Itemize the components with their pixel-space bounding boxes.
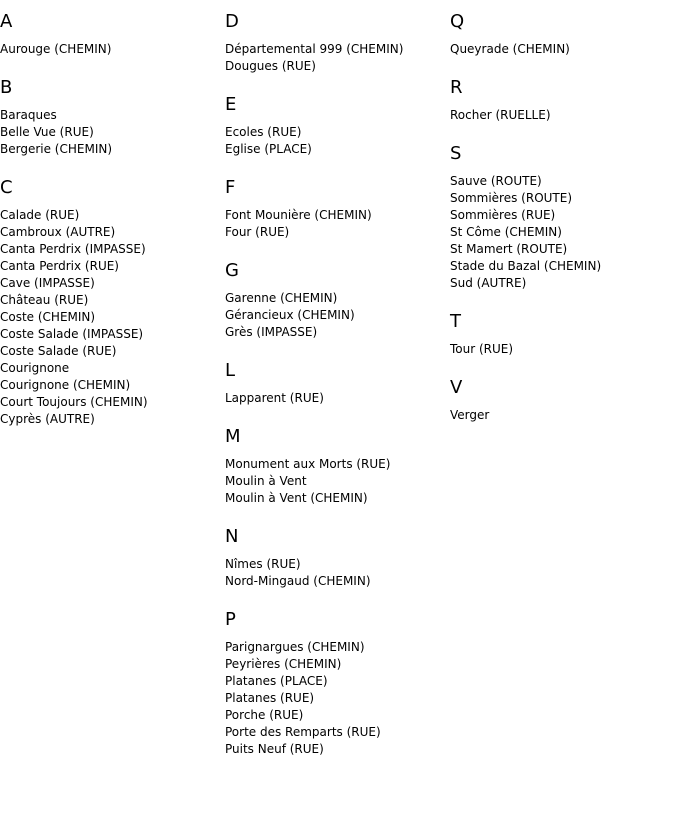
street-link[interactable]: Coste (CHEMIN) (0, 310, 96, 324)
street-list (225, 639, 450, 758)
section-spacer (450, 358, 675, 377)
street-list (450, 407, 675, 424)
letter-section (225, 360, 450, 407)
street-link[interactable]: Moulin à Vent (CHEMIN) (225, 491, 368, 505)
street-link[interactable]: Peyrières (CHEMIN) (225, 657, 342, 671)
street-link[interactable]: Dougues (RUE) (225, 59, 316, 73)
index-column (0, 11, 225, 428)
street-link[interactable]: Sommières (ROUTE) (450, 191, 573, 205)
street-list (225, 390, 450, 407)
street-link[interactable]: Verger (450, 408, 490, 422)
letter-section (450, 311, 675, 358)
street-list (450, 107, 675, 124)
street-link[interactable]: Monument aux Morts (RUE) (225, 457, 391, 471)
street-list (225, 207, 450, 241)
section-spacer (225, 590, 450, 609)
letter-section (225, 177, 450, 241)
index-column (450, 11, 675, 424)
street-link[interactable]: Nord-Mingaud (CHEMIN) (225, 574, 371, 588)
section-spacer (0, 158, 225, 177)
street-link[interactable]: Cambroux (AUTRE) (0, 225, 116, 239)
section-spacer (450, 292, 675, 311)
letter-section (450, 77, 675, 124)
letter-section (0, 11, 225, 58)
letter-heading: R (450, 77, 463, 98)
street-link[interactable]: St Mamert (ROUTE) (450, 242, 568, 256)
letter-section (225, 526, 450, 590)
letter-heading: B (0, 77, 13, 98)
street-list (0, 41, 225, 58)
letter-heading: A (0, 11, 13, 32)
letter-section (225, 609, 450, 758)
street-link[interactable]: Sommières (RUE) (450, 208, 556, 222)
street-link[interactable]: Coste Salade (RUE) (0, 344, 117, 358)
letter-section (0, 77, 225, 158)
street-link[interactable]: Courignone (CHEMIN) (0, 378, 131, 392)
street-list (225, 556, 450, 590)
section-spacer (225, 341, 450, 360)
street-link[interactable]: Grès (IMPASSE) (225, 325, 318, 339)
street-link[interactable]: Cyprès (AUTRE) (0, 412, 95, 426)
street-link[interactable]: Baraques (0, 108, 57, 122)
letter-heading: G (225, 260, 239, 281)
street-link[interactable]: Lapparent (RUE) (225, 391, 324, 405)
section-spacer (225, 158, 450, 177)
street-link[interactable]: Porte des Remparts (RUE) (225, 725, 381, 739)
street-link[interactable]: Moulin à Vent (225, 474, 307, 488)
street-link[interactable]: Rocher (RUELLE) (450, 108, 551, 122)
street-link[interactable]: Garenne (CHEMIN) (225, 291, 338, 305)
street-link[interactable]: Sauve (ROUTE) (450, 174, 542, 188)
section-spacer (0, 58, 225, 77)
street-link[interactable]: Canta Perdrix (RUE) (0, 259, 119, 273)
street-link[interactable]: Calade (RUE) (0, 208, 80, 222)
street-link[interactable]: Coste Salade (IMPASSE) (0, 327, 144, 341)
letter-section (225, 260, 450, 341)
street-link[interactable]: Parignargues (CHEMIN) (225, 640, 365, 654)
street-list (225, 124, 450, 158)
letter-heading: D (225, 11, 239, 32)
street-link[interactable]: Sud (AUTRE) (450, 276, 527, 290)
section-spacer (450, 58, 675, 77)
letter-section (225, 11, 450, 75)
letter-heading: T (450, 311, 461, 332)
letter-section (450, 377, 675, 424)
letter-heading: M (225, 426, 241, 447)
letter-section (0, 177, 225, 428)
street-link[interactable]: Font Mounière (CHEMIN) (225, 208, 372, 222)
street-link[interactable]: Porche (RUE) (225, 708, 304, 722)
street-link[interactable]: Gérancieux (CHEMIN) (225, 308, 355, 322)
letter-heading: F (225, 177, 236, 198)
letter-heading: P (225, 609, 236, 630)
street-link[interactable]: Cave (IMPASSE) (0, 276, 95, 290)
street-list (450, 341, 675, 358)
letter-heading: V (450, 377, 463, 398)
street-link[interactable]: Nîmes (RUE) (225, 557, 301, 571)
street-link[interactable]: Belle Vue (RUE) (0, 125, 94, 139)
street-link[interactable]: Château (RUE) (0, 293, 89, 307)
street-link[interactable]: Tour (RUE) (450, 342, 514, 356)
letter-heading: S (450, 143, 462, 164)
index-column (225, 11, 450, 758)
letter-heading: Q (450, 11, 465, 32)
letter-section (450, 11, 675, 58)
street-list (225, 290, 450, 341)
street-link[interactable]: Four (RUE) (225, 225, 290, 239)
section-spacer (225, 75, 450, 94)
street-link[interactable]: Court Toujours (CHEMIN) (0, 395, 148, 409)
letter-section (450, 143, 675, 292)
street-list (0, 207, 225, 428)
section-spacer (225, 507, 450, 526)
street-link[interactable]: Courignone (0, 361, 70, 375)
street-link[interactable]: Ecoles (RUE) (225, 125, 302, 139)
section-spacer (450, 124, 675, 143)
street-link[interactable]: Aurouge (CHEMIN) (0, 42, 112, 56)
street-link[interactable]: St Côme (CHEMIN) (450, 225, 562, 239)
letter-section (225, 94, 450, 158)
street-link[interactable]: Stade du Bazal (CHEMIN) (450, 259, 602, 273)
letter-heading: L (225, 360, 236, 381)
street-link[interactable]: Puits Neuf (RUE) (225, 742, 324, 756)
street-list (450, 41, 675, 58)
street-link[interactable]: Bergerie (CHEMIN) (0, 142, 113, 156)
street-link[interactable]: Platanes (PLACE) (225, 674, 328, 688)
street-link[interactable]: Platanes (RUE) (225, 691, 315, 705)
street-list (0, 107, 225, 158)
letter-heading: E (225, 94, 237, 115)
street-link[interactable]: Queyrade (CHEMIN) (450, 42, 570, 56)
street-list (225, 456, 450, 507)
letter-section (225, 426, 450, 507)
street-list (450, 173, 675, 292)
section-spacer (225, 241, 450, 260)
street-link[interactable]: Canta Perdrix (IMPASSE) (0, 242, 146, 256)
letter-heading: C (0, 177, 13, 198)
street-link[interactable]: Eglise (PLACE) (225, 142, 312, 156)
section-spacer (225, 407, 450, 426)
street-list (225, 41, 450, 75)
letter-heading: N (225, 526, 239, 547)
street-link[interactable]: Départemental 999 (CHEMIN) (225, 42, 404, 56)
